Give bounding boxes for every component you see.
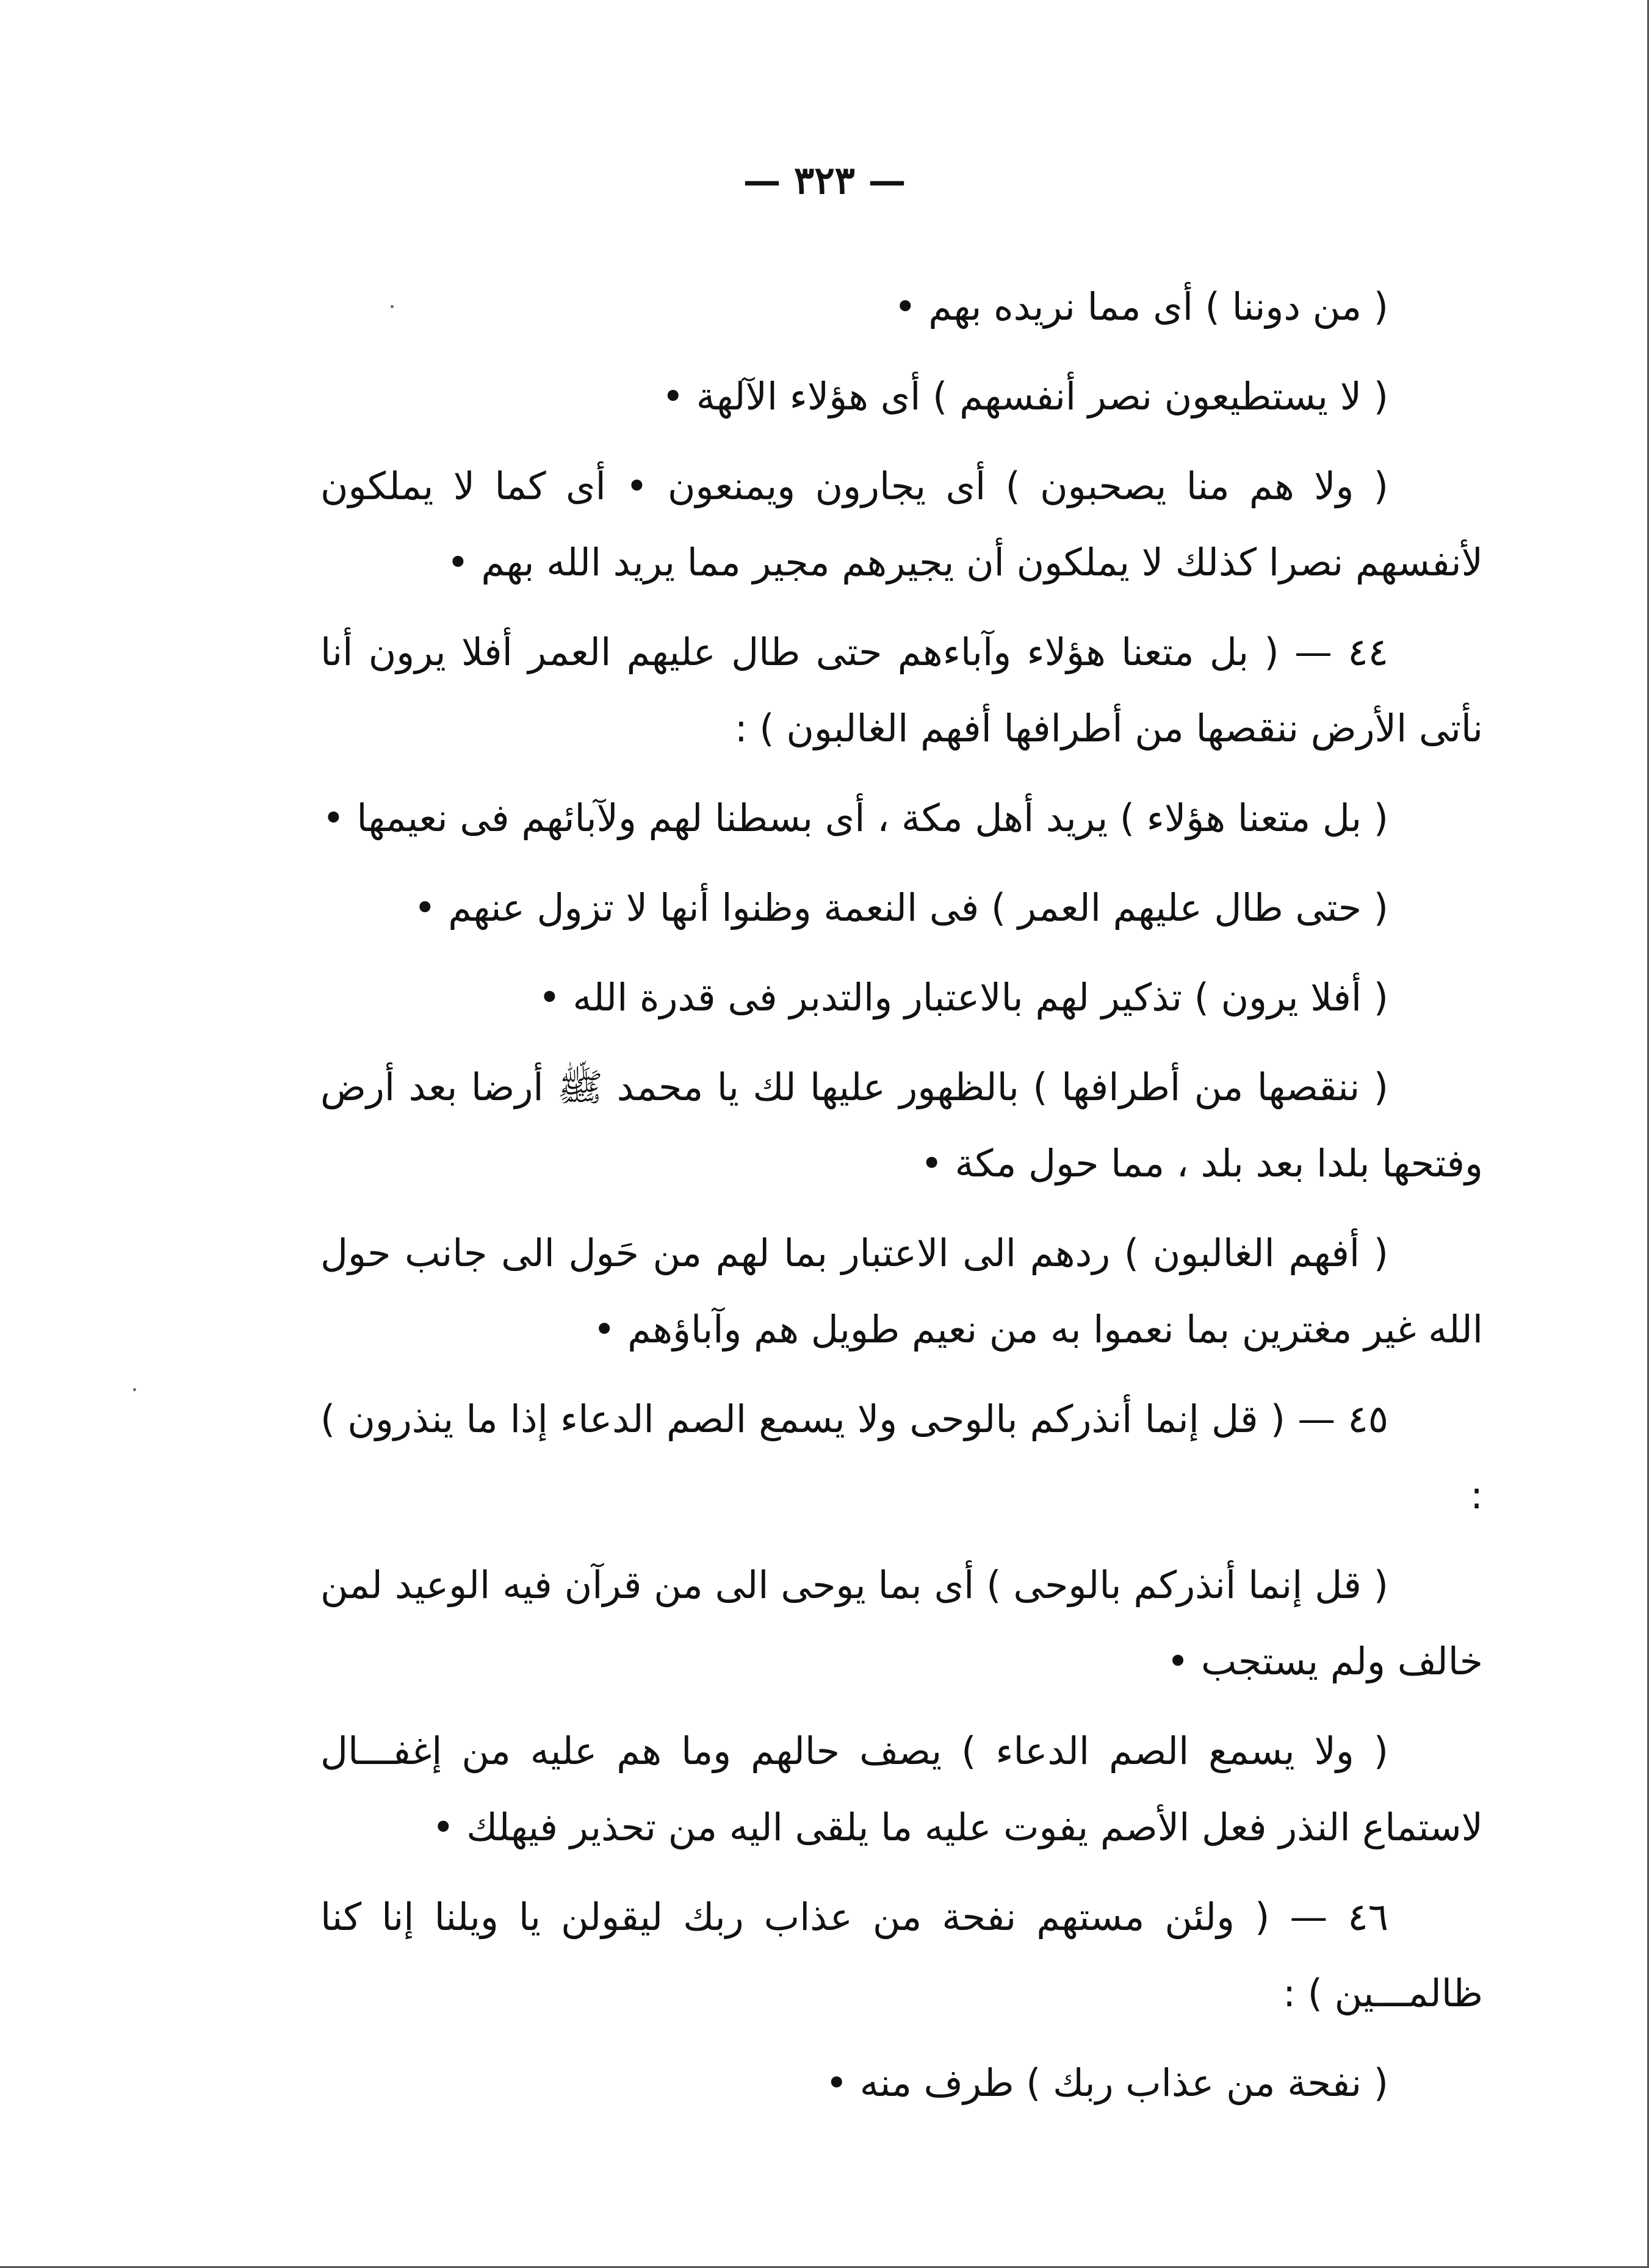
paragraph: ( حتى طال عليهم العمر ) فى النعمة وظنوا أنها لا تزول عنهم ‌• — [414, 885, 1388, 930]
text-body — [320, 268, 1483, 2134]
paragraph: ( ولا هم منا يصحبون ) أى يجارون ويمنعون ‌• أى كما لا يملكون لأنفسهم نصرا كذلك لا يملكون أن يجيرهم مجير مما يريد الله بهم ‌• — [320, 464, 1483, 585]
paragraph: ( نفحة من عذاب ربك ) طرف منه ‌• — [825, 2061, 1388, 2105]
paragraph: ( ولا يسمع الصم الدعاء ) يصف حالهم وما هم عليه من إغفـــال لاستماع النذر فعل الأصم يفوت عليه ما يلقى اليه من تحذير فيهلك ‌• — [320, 1729, 1483, 1849]
paragraph: ( أفلا يرون ) تذكير لهم بالاعتبار والتدبر فى قدرة الله ‌• — [538, 975, 1388, 1020]
paragraph: ٤٥ — ( قل إنما أنذركم بالوحى ولا يسمع الصم الدعاء إذا ما ينذرون ) : — [320, 1397, 1483, 1517]
paragraph: ٤٤ — ( بل متعنا هؤلاء وآباءهم حتى طال عليهم العمر أفلا يرون أنا نأتى الأرض ننقصها من أطرافها أفهم الغالبون ) : — [320, 630, 1483, 751]
page-number: — ٣٢٣ — — [743, 158, 906, 203]
paragraph: ( أفهم الغالبون ) ردهم الى الاعتبار بما لهم من حَول الى جانب حول الله غير مغترين بما نعموا به من نعيم طويل هم وآباؤهم ‌• — [320, 1231, 1483, 1352]
paragraph: ( قل إنما أنذركم بالوحى ) أى بما يوحى الى من قرآن فيه الوعيد لمن خالف ولم يستجب ‌• — [320, 1563, 1483, 1683]
paragraph: ( من دوننا ) أى مما نريده بهم ‌• — [894, 284, 1388, 329]
paragraph: ( ننقصها من أطرافها ) بالظهور عليها لك يا محمد ﷺ أرضا بعد أرض وفتحها بلدا بعد بلد ، مما حول مكة ‌• — [320, 1065, 1483, 1186]
paragraph: ( بل متعنا هؤلاء ) يريد أهل مكة ، أى بسطنا لهم ولآبائهم فى نعيمها ‌• — [322, 796, 1388, 840]
scan-speck — [391, 305, 394, 308]
paragraph: ٤٦ — ( ولئن مستهم نفحة من عذاب ربك ليقولن يا ويلنا إنا كنا ظالمـــين ) : — [320, 1895, 1483, 2015]
paragraph: ( لا يستطيعون نصر أنفسهم ) أى هؤلاء الآلهة ‌• — [662, 374, 1388, 419]
scan-speck — [133, 1388, 136, 1391]
